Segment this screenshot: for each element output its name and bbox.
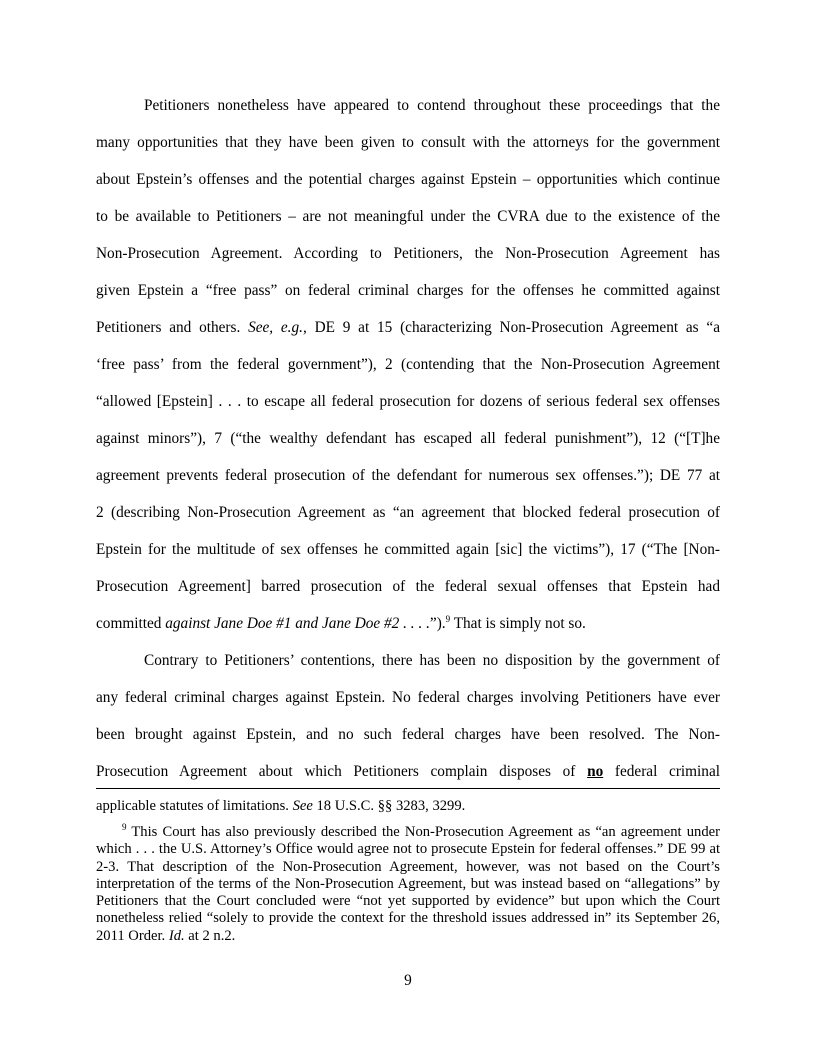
footnote-carryover <box>96 798 720 815</box>
text-run: ”). <box>429 615 446 632</box>
footnote-ref-9[interactable]: 9 <box>445 614 451 624</box>
italic-quote: against Jane Doe #1 and Jane Doe #2 . . . . <box>165 615 430 632</box>
emphasis-no: no <box>587 763 604 780</box>
para1-line-13: Epstein for the multitude of sex offenses he committed again [sic] the victims”), 17 (“The [Non- <box>96 541 720 558</box>
para1-line-9: “allowed [Epstein] . . . to escape all federal prosecution for dozens of serious federal sex offenses <box>96 393 720 410</box>
para1-line-10: against minors”), 7 (“the wealthy defendant has escaped all federal punishment”), 12 (“[T]he <box>96 430 720 447</box>
text-run: 18 U.S.C. §§ 3283, 3299. <box>312 798 466 814</box>
citation-signal: See, e.g. <box>248 319 303 336</box>
footnote-separator <box>96 788 720 789</box>
para1-line-12: 2 (describing Non-Prosecution Agreement as “an agreement that blocked federal prosecution of <box>96 504 720 521</box>
footnote-indent <box>96 824 122 840</box>
text-run: That is simply not so. <box>450 615 586 632</box>
text-run: applicable statutes of limitations. <box>96 798 293 814</box>
para1-line-3: about Epstein’s offenses and the potential charges against Epstein – opportunities which continue <box>96 171 720 188</box>
para2-line-4 <box>96 762 720 782</box>
para1-line-4: to be available to Petitioners – are not meaningful under the CVRA due to the existence of the <box>96 208 720 225</box>
text-run: committed <box>96 615 166 632</box>
para1-line-5: Non-Prosecution Agreement. According to Petitioners, the Non-Prosecution Agreement has <box>96 245 720 262</box>
citation-signal: Id. <box>168 927 185 944</box>
para1-line-7 <box>96 318 720 338</box>
para1-line-8: ‘free pass’ from the federal government”), 2 (contending that the Non-Prosecution Agreement <box>96 356 720 373</box>
text-run: Prosecution Agreement about which Petitioners complain disposes of <box>96 763 588 780</box>
citation-signal: See <box>292 798 313 814</box>
para1-line-1: Petitioners nonetheless have appeared to contend throughout these proceedings that the <box>144 97 720 114</box>
footnote-9 <box>96 824 720 945</box>
text-run: This Court has also previously described the Non-Prosecution Agreement as “an agreement under which . . . the U.S. Attorney’s Office would agree not to prosecute Epstein for federal offenses.” DE 99 at 2-3. That description of the Non-Prosecution Agreement, however, was not based on the Court’s interpretation of the terms of the Non-Prosecution Agreement, but was instead based on “allegations” by Petitioners that the Court concluded were “not yet supported by evidence” but upon which the Court nonetheless relied “solely to provide the context for the threshold issues addressed in” its September 26, 2011 Order. <box>96 824 720 944</box>
para1-line-11: agreement prevents federal prosecution of the defendant for numerous sex offenses.”); DE 77 at <box>96 467 720 484</box>
text-run: federal criminal <box>603 763 720 780</box>
page-number: 9 <box>404 972 412 989</box>
footnote-marker-9: 9 <box>122 822 127 832</box>
para2-line-2: any federal criminal charges against Epstein. No federal charges involving Petitioners have ever <box>96 689 720 706</box>
text-run: , DE 9 at 15 (characterizing Non-Prosecution Agreement as “a <box>302 319 720 336</box>
para1-line-2: many opportunities that they have been given to consult with the attorneys for the government <box>96 134 720 151</box>
text-run: Petitioners and others. <box>96 319 249 336</box>
para1-line-6: given Epstein a “free pass” on federal criminal charges for the offenses he committed against <box>96 282 720 299</box>
text-run: at 2 n.2. <box>184 927 236 944</box>
para2-line-3: been brought against Epstein, and no such federal charges have been resolved. The Non- <box>96 726 720 743</box>
para2-line-1: Contrary to Petitioners’ contentions, there has been no disposition by the government of <box>144 652 720 669</box>
para1-line-15 <box>96 614 720 634</box>
para1-line-14: Prosecution Agreement] barred prosecution of the federal sexual offenses that Epstein had <box>96 578 720 595</box>
